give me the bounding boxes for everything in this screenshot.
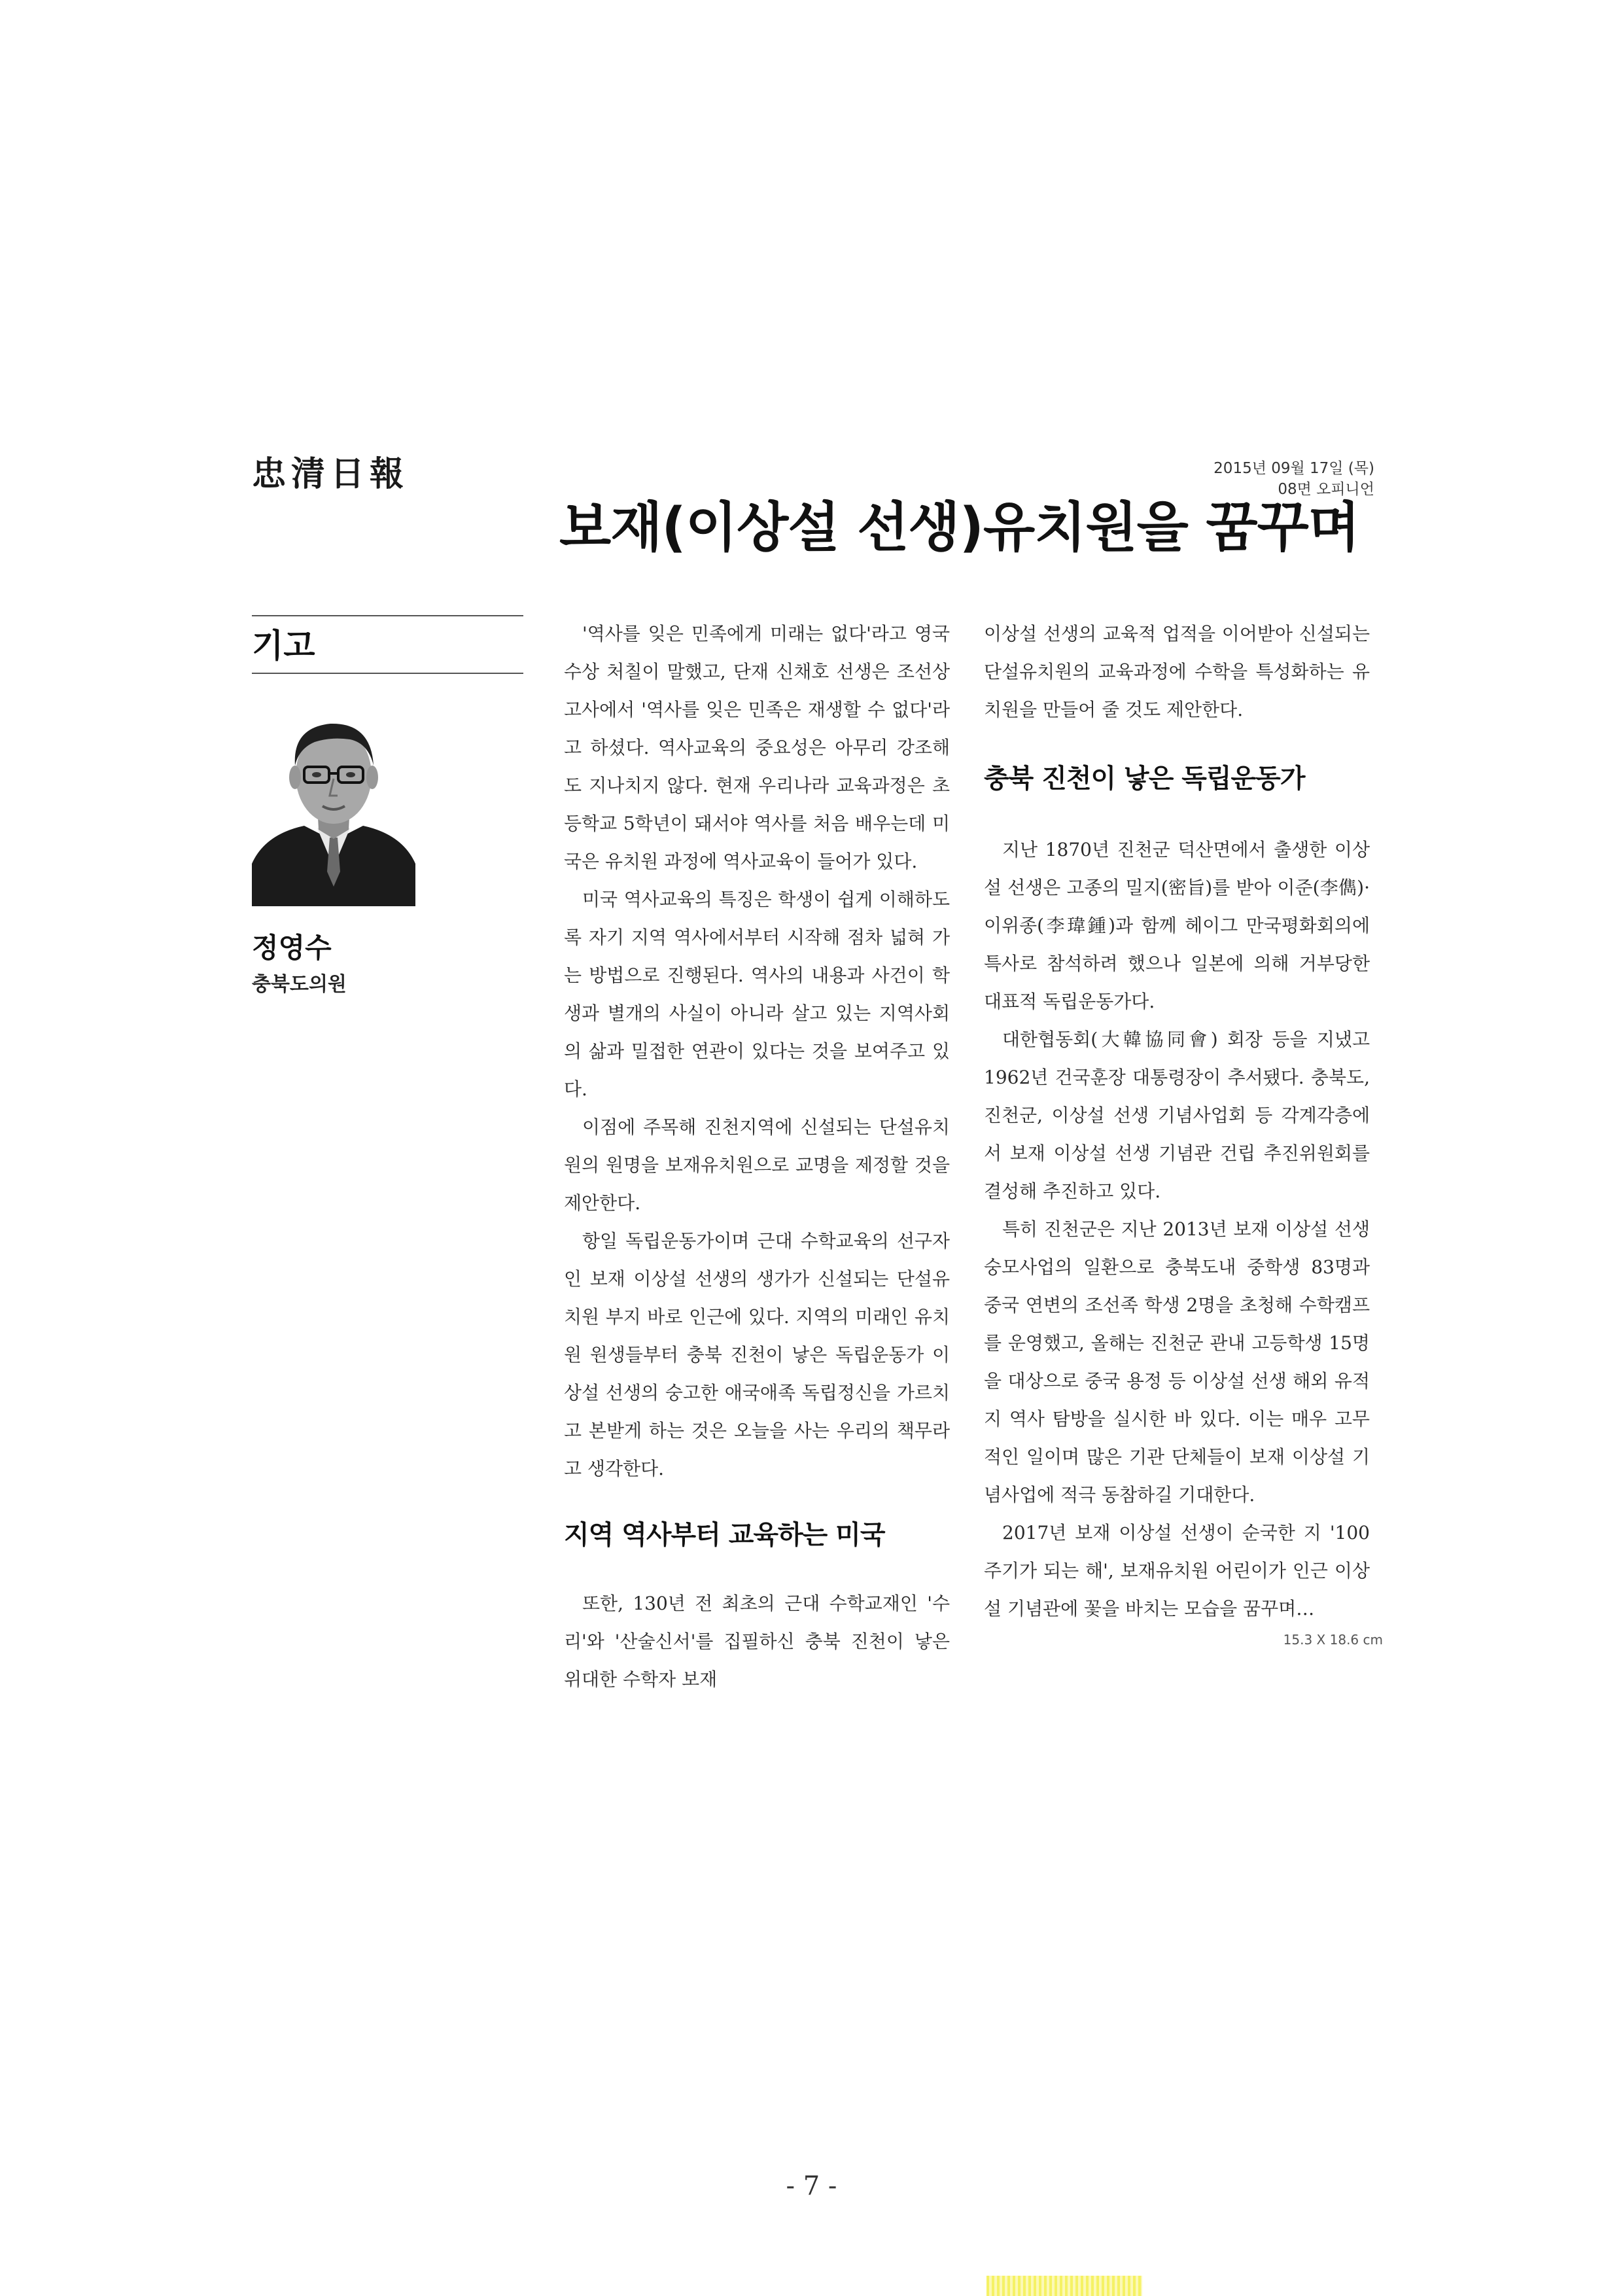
clipping-dimension: 15.3 X 18.6 cm [1283,1632,1383,1648]
highlighter-mark [986,2276,1142,2296]
page-number: - 7 - [786,2171,837,2201]
subheading: 충북 진천이 낳은 독립운동가 [984,764,1305,794]
page-section: 08면 오피니언 [1278,481,1374,498]
author-sidebar [252,615,523,998]
article-headline: 보재(이상설 선생)유치원을 꿈꾸며 [559,497,1360,559]
author-name: 정영수 [252,932,332,964]
article-column-1 [564,615,950,1699]
paragraph: 특히 진천군은 지난 2013년 보재 이상설 선생 숭모사업의 일환으로 충북도내 중학생 83명과 중국 연변의 조선족 학생 2명을 초청해 수학캠프를 운영했고, 올해는 진천군 관내 고등학생 15명을 대상으로 중국 용정 등 이상설 선생 해외 유적지 역사 탐방을 실시한 바 있다. 이는 매우 고무적인 일이며 많은 기관 단체들이 보재 이상설 기념사업에 적극 동참하길 기대한다. [984,1218,1370,1506]
author-photo [252,700,415,906]
article-column-2 [984,615,1383,1649]
section-label: 기고 [252,627,315,665]
paragraph: '역사를 잊은 민족에게 미래는 없다'라고 영국 수상 처칠이 말했고, 단재 신채호 선생은 조선상고사에서 '역사를 잊은 민족은 재생할 수 없다'라고 하셨다. 역사교육의 중요성은 아무리 강조해도 지나치지 않다. 현재 우리나라 교육과정은 초등학교 5학년이 돼서야 역사를 처음 배우는데 미국은 유치원 과정에 역사교육이 들어가 있다. [564,623,950,872]
publication-date: 2015년 09월 17일 (목) [1213,460,1374,477]
sidebar-bottom-rule [252,673,523,674]
paragraph: 미국 역사교육의 특징은 학생이 쉽게 이해하도록 자기 지역 역사에서부터 시작해 점차 넓혀 가는 방법으로 진행된다. 역사의 내용과 사건이 학생과 별개의 사실이 아니라 살고 있는 지역사회의 삶과 밀접한 연관이 있다는 것을 보여주고 있다. [564,889,950,1100]
paragraph: 2017년 보재 이상설 선생이 순국한 지 '100주기가 되는 해', 보재유치원 어린이가 인근 이상설 기념관에 꽃을 바치는 모습을 꿈꾸며… [984,1522,1370,1619]
paragraph: 항일 독립운동가이며 근대 수학교육의 선구자인 보재 이상설 선생의 생가가 신설되는 단설유치원 부지 바로 인근에 있다. 지역의 미래인 유치원 원생들부터 충북 진천이 낳은 독립운동가 이상설 선생의 숭고한 애국애족 독립정신을 가르치고 본받게 하는 것은 오늘을 사는 우리의 책무라고 생각한다. [564,1230,950,1479]
paragraph: 또한, 130년 전 최초의 근대 수학교재인 '수리'와 '산술신서'를 집필하신 충북 진천이 낳은 위대한 수학자 보재 [564,1593,950,1690]
sidebar-top-rule [252,615,523,616]
paragraph: 지난 1870년 진천군 덕산면에서 출생한 이상설 선생은 고종의 밀지(密旨)를 받아 이준(李儁)·이위종(李瑋鍾)과 함께 헤이그 만국평화회의에 특사로 참석하려 했으나 일본에 의해 거부당한 대표적 독립운동가다. [984,839,1370,1012]
paragraph: 대한협동회(大韓協同會) 회장 등을 지냈고 1962년 건국훈장 대통령장이 추서됐다. 충북도, 진천군, 이상설 선생 기념사업회 등 각계각층에서 보재 이상설 선생 기념관 건립 추진위원회를 결성해 추진하고 있다. [984,1029,1370,1202]
subheading: 지역 역사부터 교육하는 미국 [564,1520,885,1550]
paragraph: 이점에 주목해 진천지역에 신설되는 단설유치원의 원명을 보재유치원으로 교명을 제정할 것을 제안한다. [564,1116,950,1214]
author-portrait-icon [252,700,415,906]
paragraph: 이상설 선생의 교육적 업적을 이어받아 신설되는 단설유치원의 교육과정에 수학을 특성화하는 유치원을 만들어 줄 것도 제안한다. [984,623,1370,720]
newspaper-masthead: 忠清日報 [252,454,410,494]
author-title: 충북도의원 [252,973,347,996]
